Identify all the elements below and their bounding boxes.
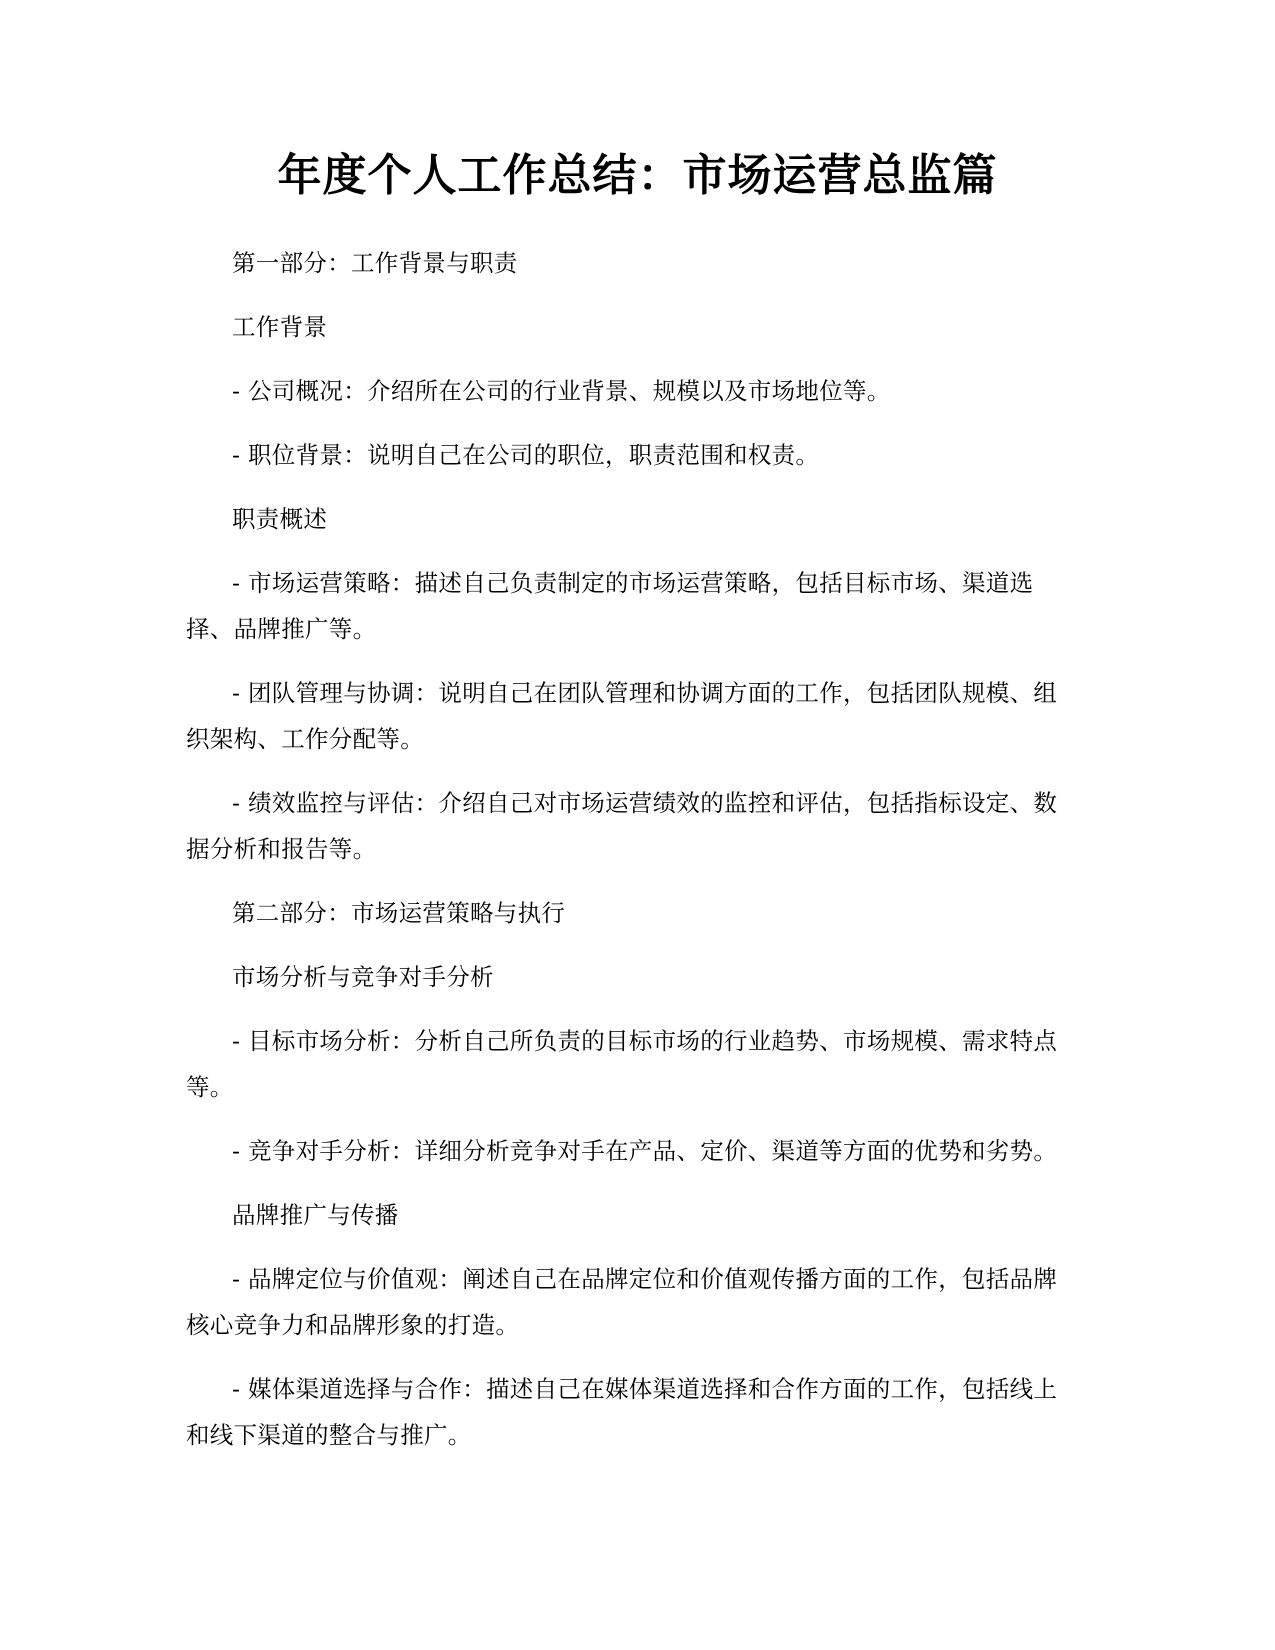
- subheading-market-analysis: 市场分析与竞争对手分析: [232, 963, 494, 991]
- section-heading-part-one: 第一部分：工作背景与职责: [232, 249, 518, 277]
- bullet-target-market-analysis: - 目标市场分析：分析自己所负责的目标市场的行业趋势、市场规模、需求特点等。: [186, 1027, 1058, 1101]
- bullet-position-background: - 职位背景：说明自己在公司的职位，职责范围和权责。: [232, 441, 820, 469]
- bullet-media-channels: - 媒体渠道选择与合作：描述自己在媒体渠道选择和合作方面的工作，包括线上和线下渠道的整合与推广。: [186, 1375, 1058, 1449]
- document-body: [186, 240, 1076, 1458]
- bullet-team-management: - 团队管理与协调：说明自己在团队管理和协调方面的工作，包括团队规模、组织架构、工作分配等。: [186, 679, 1058, 753]
- document-title: 年度个人工作总结：市场运营总监篇: [277, 150, 998, 201]
- bullet-competitor-analysis: - 竞争对手分析：详细分析竞争对手在产品、定价、渠道等方面的优势和劣势。: [232, 1137, 1058, 1165]
- subheading-work-background: 工作背景: [232, 313, 328, 341]
- section-heading-part-two: 第二部分：市场运营策略与执行: [232, 899, 566, 927]
- subheading-duties-overview: 职责概述: [232, 505, 328, 533]
- bullet-brand-positioning: - 品牌定位与价值观：阐述自己在品牌定位和价值观传播方面的工作，包括品牌核心竞争力和品牌形象的打造。: [186, 1265, 1058, 1339]
- bullet-marketing-strategy: - 市场运营策略：描述自己负责制定的市场运营策略，包括目标市场、渠道选择、品牌推广等。: [186, 569, 1034, 643]
- bullet-company-overview: - 公司概况：介绍所在公司的行业背景、规模以及市场地位等。: [232, 377, 891, 405]
- subheading-brand-promotion: 品牌推广与传播: [232, 1201, 399, 1229]
- bullet-performance-monitoring: - 绩效监控与评估：介绍自己对市场运营绩效的监控和评估，包括指标设定、数据分析和报告等。: [186, 789, 1058, 863]
